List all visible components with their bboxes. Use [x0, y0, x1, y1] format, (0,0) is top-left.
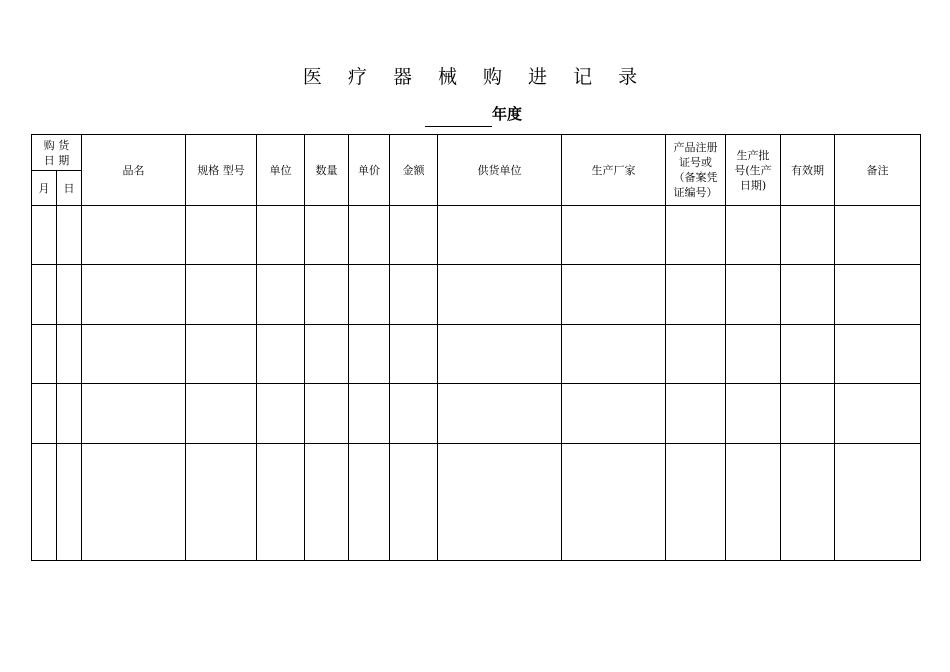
cell-manufacturer[interactable] — [562, 265, 666, 325]
cell-amount[interactable] — [390, 384, 438, 444]
header-purchase-date-line1: 购 货 — [43, 138, 70, 152]
header-batch-line3: 日期) — [739, 178, 767, 192]
table-row — [32, 384, 921, 444]
cell-day[interactable] — [57, 444, 82, 561]
cell-product-name[interactable] — [82, 265, 186, 325]
cell-unit-price[interactable] — [349, 325, 390, 384]
header-remarks: 备注 — [835, 135, 921, 206]
cell-manufacturer[interactable] — [562, 206, 666, 265]
table-row — [32, 206, 921, 265]
cell-registration-number[interactable] — [666, 265, 726, 325]
header-registration-line1: 产品注册 — [673, 141, 718, 154]
cell-spec-model[interactable] — [186, 444, 257, 561]
header-supplier: 供货单位 — [438, 135, 562, 206]
header-batch-number — [726, 135, 781, 206]
cell-month[interactable] — [32, 265, 57, 325]
table-row — [32, 444, 921, 561]
header-purchase-date-line2: 日 期 — [43, 153, 70, 167]
cell-product-name[interactable] — [82, 325, 186, 384]
header-month: 月 — [32, 171, 57, 206]
cell-batch-number[interactable] — [726, 265, 781, 325]
header-registration-number — [666, 135, 726, 206]
header-amount: 金额 — [390, 135, 438, 206]
cell-expiry[interactable] — [781, 325, 835, 384]
header-purchase-date — [32, 135, 82, 171]
header-unit: 单位 — [257, 135, 305, 206]
cell-remarks[interactable] — [835, 444, 921, 561]
cell-unit-price[interactable] — [349, 384, 390, 444]
header-expiry: 有效期 — [781, 135, 835, 206]
cell-expiry[interactable] — [781, 206, 835, 265]
cell-expiry[interactable] — [781, 265, 835, 325]
cell-day[interactable] — [57, 206, 82, 265]
cell-product-name[interactable] — [82, 444, 186, 561]
header-batch-line1: 生产批 — [736, 148, 770, 162]
cell-batch-number[interactable] — [726, 325, 781, 384]
document-title: 医 疗 器 械 购 进 记 录 — [302, 66, 648, 88]
cell-amount[interactable] — [390, 444, 438, 561]
cell-month[interactable] — [32, 444, 57, 561]
cell-amount[interactable] — [390, 265, 438, 325]
cell-unit[interactable] — [257, 384, 305, 444]
cell-expiry[interactable] — [781, 444, 835, 561]
cell-unit[interactable] — [257, 206, 305, 265]
cell-unit-price[interactable] — [349, 444, 390, 561]
cell-unit[interactable] — [257, 325, 305, 384]
cell-spec-model[interactable] — [186, 325, 257, 384]
cell-registration-number[interactable] — [666, 384, 726, 444]
cell-day[interactable] — [57, 325, 82, 384]
cell-supplier[interactable] — [438, 265, 562, 325]
cell-spec-model[interactable] — [186, 384, 257, 444]
cell-product-name[interactable] — [82, 206, 186, 265]
cell-supplier[interactable] — [438, 325, 562, 384]
cell-unit-price[interactable] — [349, 265, 390, 325]
header-quantity: 数量 — [305, 135, 349, 206]
cell-quantity[interactable] — [305, 265, 349, 325]
cell-amount[interactable] — [390, 325, 438, 384]
cell-batch-number[interactable] — [726, 444, 781, 561]
cell-registration-number[interactable] — [666, 444, 726, 561]
header-manufacturer: 生产厂家 — [562, 135, 666, 206]
cell-day[interactable] — [57, 384, 82, 444]
cell-batch-number[interactable] — [726, 206, 781, 265]
header-product-name: 品名 — [82, 135, 186, 206]
cell-month[interactable] — [32, 325, 57, 384]
cell-month[interactable] — [32, 206, 57, 265]
header-registration-line4: 证编号） — [673, 186, 718, 199]
cell-remarks[interactable] — [835, 384, 921, 444]
cell-month[interactable] — [32, 384, 57, 444]
cell-quantity[interactable] — [305, 444, 349, 561]
cell-spec-model[interactable] — [186, 206, 257, 265]
header-spec-model: 规格 型号 — [186, 135, 257, 206]
cell-amount[interactable] — [390, 206, 438, 265]
cell-quantity[interactable] — [305, 325, 349, 384]
header-batch-line2: 号(生产 — [734, 163, 772, 177]
cell-manufacturer[interactable] — [562, 444, 666, 561]
cell-quantity[interactable] — [305, 206, 349, 265]
cell-supplier[interactable] — [438, 444, 562, 561]
cell-remarks[interactable] — [835, 206, 921, 265]
table-row — [32, 325, 921, 384]
purchase-record-table — [31, 134, 921, 561]
header-registration-line2: 证号或 — [679, 156, 712, 169]
cell-remarks[interactable] — [835, 325, 921, 384]
cell-batch-number[interactable] — [726, 384, 781, 444]
cell-quantity[interactable] — [305, 384, 349, 444]
cell-unit[interactable] — [257, 444, 305, 561]
cell-product-name[interactable] — [82, 384, 186, 444]
cell-remarks[interactable] — [835, 265, 921, 325]
header-registration-line3: （备案凭 — [673, 171, 718, 184]
cell-manufacturer[interactable] — [562, 384, 666, 444]
cell-unit[interactable] — [257, 265, 305, 325]
cell-spec-model[interactable] — [186, 265, 257, 325]
header-unit-price: 单价 — [349, 135, 390, 206]
cell-registration-number[interactable] — [666, 206, 726, 265]
cell-expiry[interactable] — [781, 384, 835, 444]
cell-registration-number[interactable] — [666, 325, 726, 384]
year-label: 年度 — [492, 105, 523, 123]
header-day: 日 — [57, 171, 82, 206]
year-blank-line — [425, 126, 492, 127]
cell-supplier[interactable] — [438, 384, 562, 444]
cell-manufacturer[interactable] — [562, 325, 666, 384]
cell-supplier[interactable] — [438, 206, 562, 265]
cell-unit-price[interactable] — [349, 206, 390, 265]
table-row — [32, 265, 921, 325]
cell-day[interactable] — [57, 265, 82, 325]
